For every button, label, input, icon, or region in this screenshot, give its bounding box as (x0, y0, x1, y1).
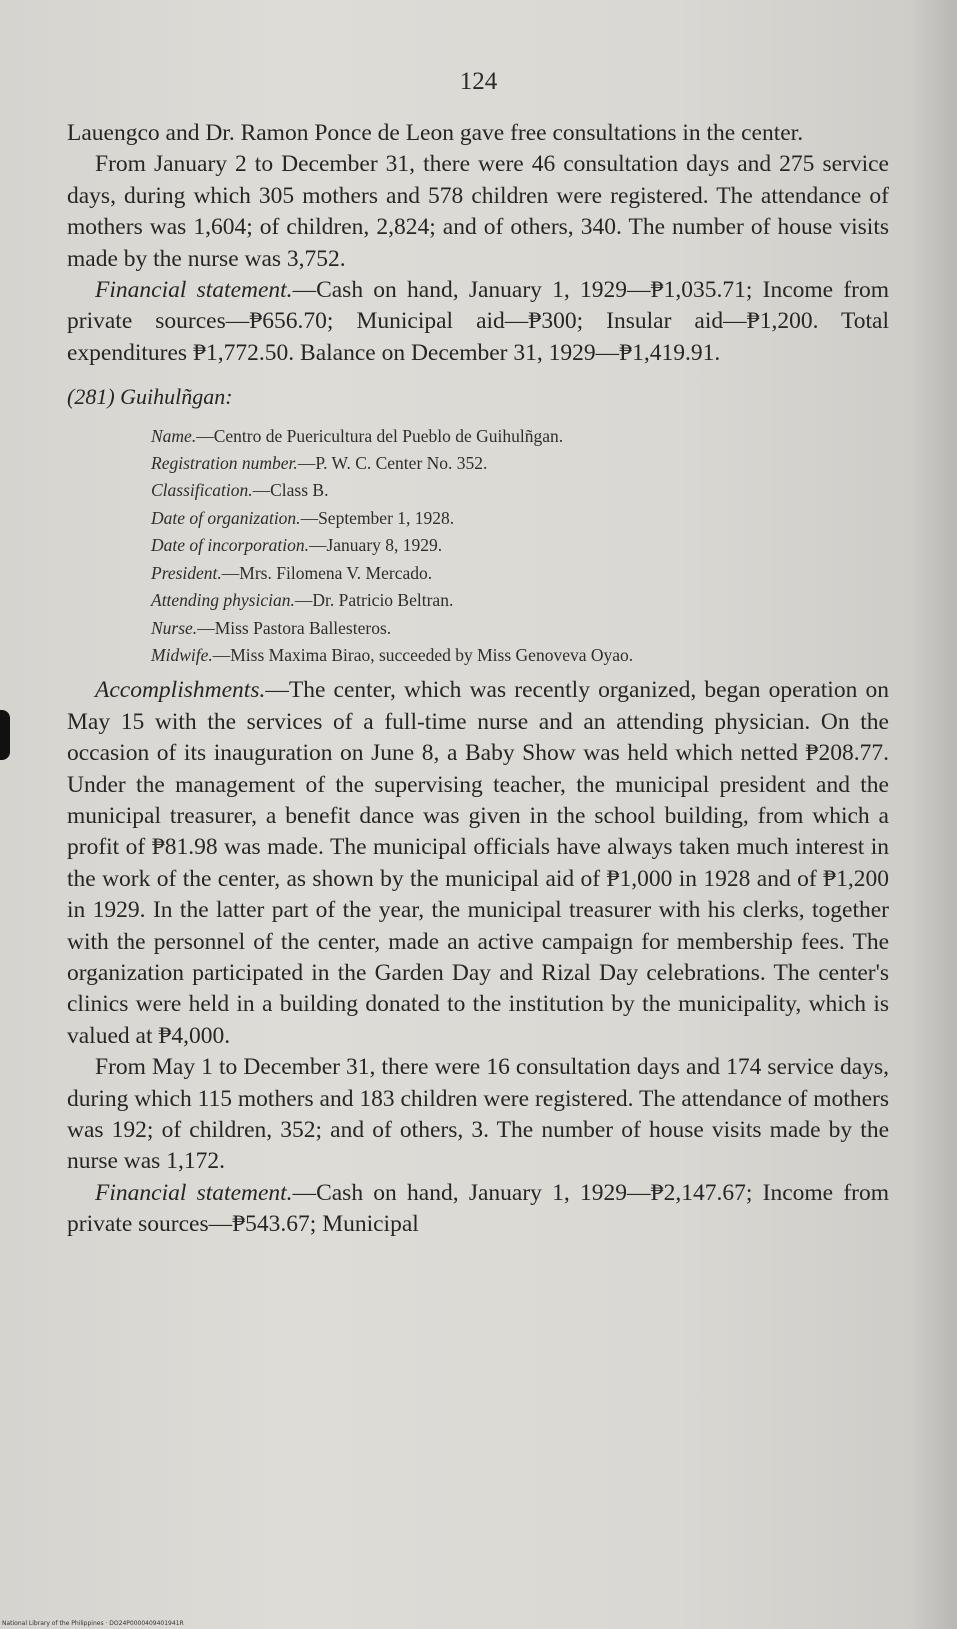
financial-statement-text: —Cash on hand, January 1, 1929—₱1,035.71; Income from private sources—₱656.70; Municipal aid—₱300; Insular aid—₱1,200. Total expenditures ₱1,772.50. Balance on December 31, 1929—₱1,419.91. (67, 277, 890, 366)
info-president: President.—Mrs. Filomena V. Mercado. (151, 562, 433, 583)
info-nurse: Nurse.—Miss Pastora Ballesteros. (151, 617, 392, 638)
section-heading: (281) Guihulñgan: (67, 384, 233, 410)
financial-statement-label-2: Financial statement. (95, 1179, 293, 1206)
page-body (67, 118, 889, 1241)
info-attending-physician: Attending physician.—Dr. Patricio Beltran. (151, 590, 454, 611)
info-name: Name.—Centro de Puericultura del Pueblo de Guihulñgan. (151, 425, 564, 446)
info-midwife: Midwife.—Miss Maxima Birao, succeeded by Miss Genoveva Oyao. (151, 644, 634, 665)
accomplishments-label: Accomplishments. (95, 677, 266, 704)
accomplishments-text: —The center, which was recently organized, began operation on May 15 with the services of a full-time nurse and an attending physician. On the occasion of its inauguration on June 8, a Baby Show was held which netted ₱208.77. Under the management of the supervising teacher, the municipal president and the municipal treasurer, a benefit dance was given in the school building, from which a profit of ₱81.98 was made. The municipal officials have always taken much interest in the work of the center, as shown by the municipal aid of ₱1,000 in 1928 and of ₱1,200 in 1929. In the latter part of the year, the municipal treasurer with his clerks, together with the personnel of the center, made an active campaign for membership fees. The organization participated in the Garden Day and Rizal Day celebrations. The center's clinics were held in a building donated to the institution by the municipality, which is valued at ₱4,000. (67, 677, 889, 1049)
info-classification: Classification.—Class B. (151, 480, 329, 501)
center-info-list (151, 423, 889, 670)
binding-shadow (0, 710, 10, 760)
paragraph-attendance-may: From May 1 to December 31, there were 16 consultation days and 174 service days, during which 115 mothers and 183 children were registered. The attendance of mothers was 192; of children, 352; and of others, 3. The number of house visits made by the nurse was 1,172. (67, 1054, 889, 1175)
paragraph-accomplishments (67, 675, 889, 1052)
info-date-organization: Date of organization.—September 1, 1928. (151, 507, 455, 528)
paragraph-financial-statement-2 (67, 1178, 889, 1241)
financial-statement-label: Financial statement. (95, 277, 293, 304)
page-number: 124 (459, 68, 498, 95)
info-date-incorporation: Date of incorporation.—January 8, 1929. (151, 535, 443, 556)
paragraph-financial-statement-1 (67, 275, 889, 369)
library-footer: National Library of the Philippines · DO24P0000409401941R (2, 1620, 184, 1627)
financial-statement-text-2: —Cash on hand, January 1, 1929—₱2,147.67; Income from private sources—₱543.67; Municipal (67, 1179, 890, 1238)
info-registration-number: Registration number.—P. W. C. Center No. 352. (151, 453, 488, 474)
paragraph-continuation: Lauengco and Dr. Ramon Ponce de Leon gave free consultations in the center. (67, 120, 804, 146)
paragraph-attendance-1929: From January 2 to December 31, there were 46 consultation days and 275 service days, during which 305 mothers and 578 children were registered. The attendance of mothers was 1,604; of children, 2,824; and of others, 340. The number of house visits made by the nurse was 3,752. (67, 151, 889, 272)
